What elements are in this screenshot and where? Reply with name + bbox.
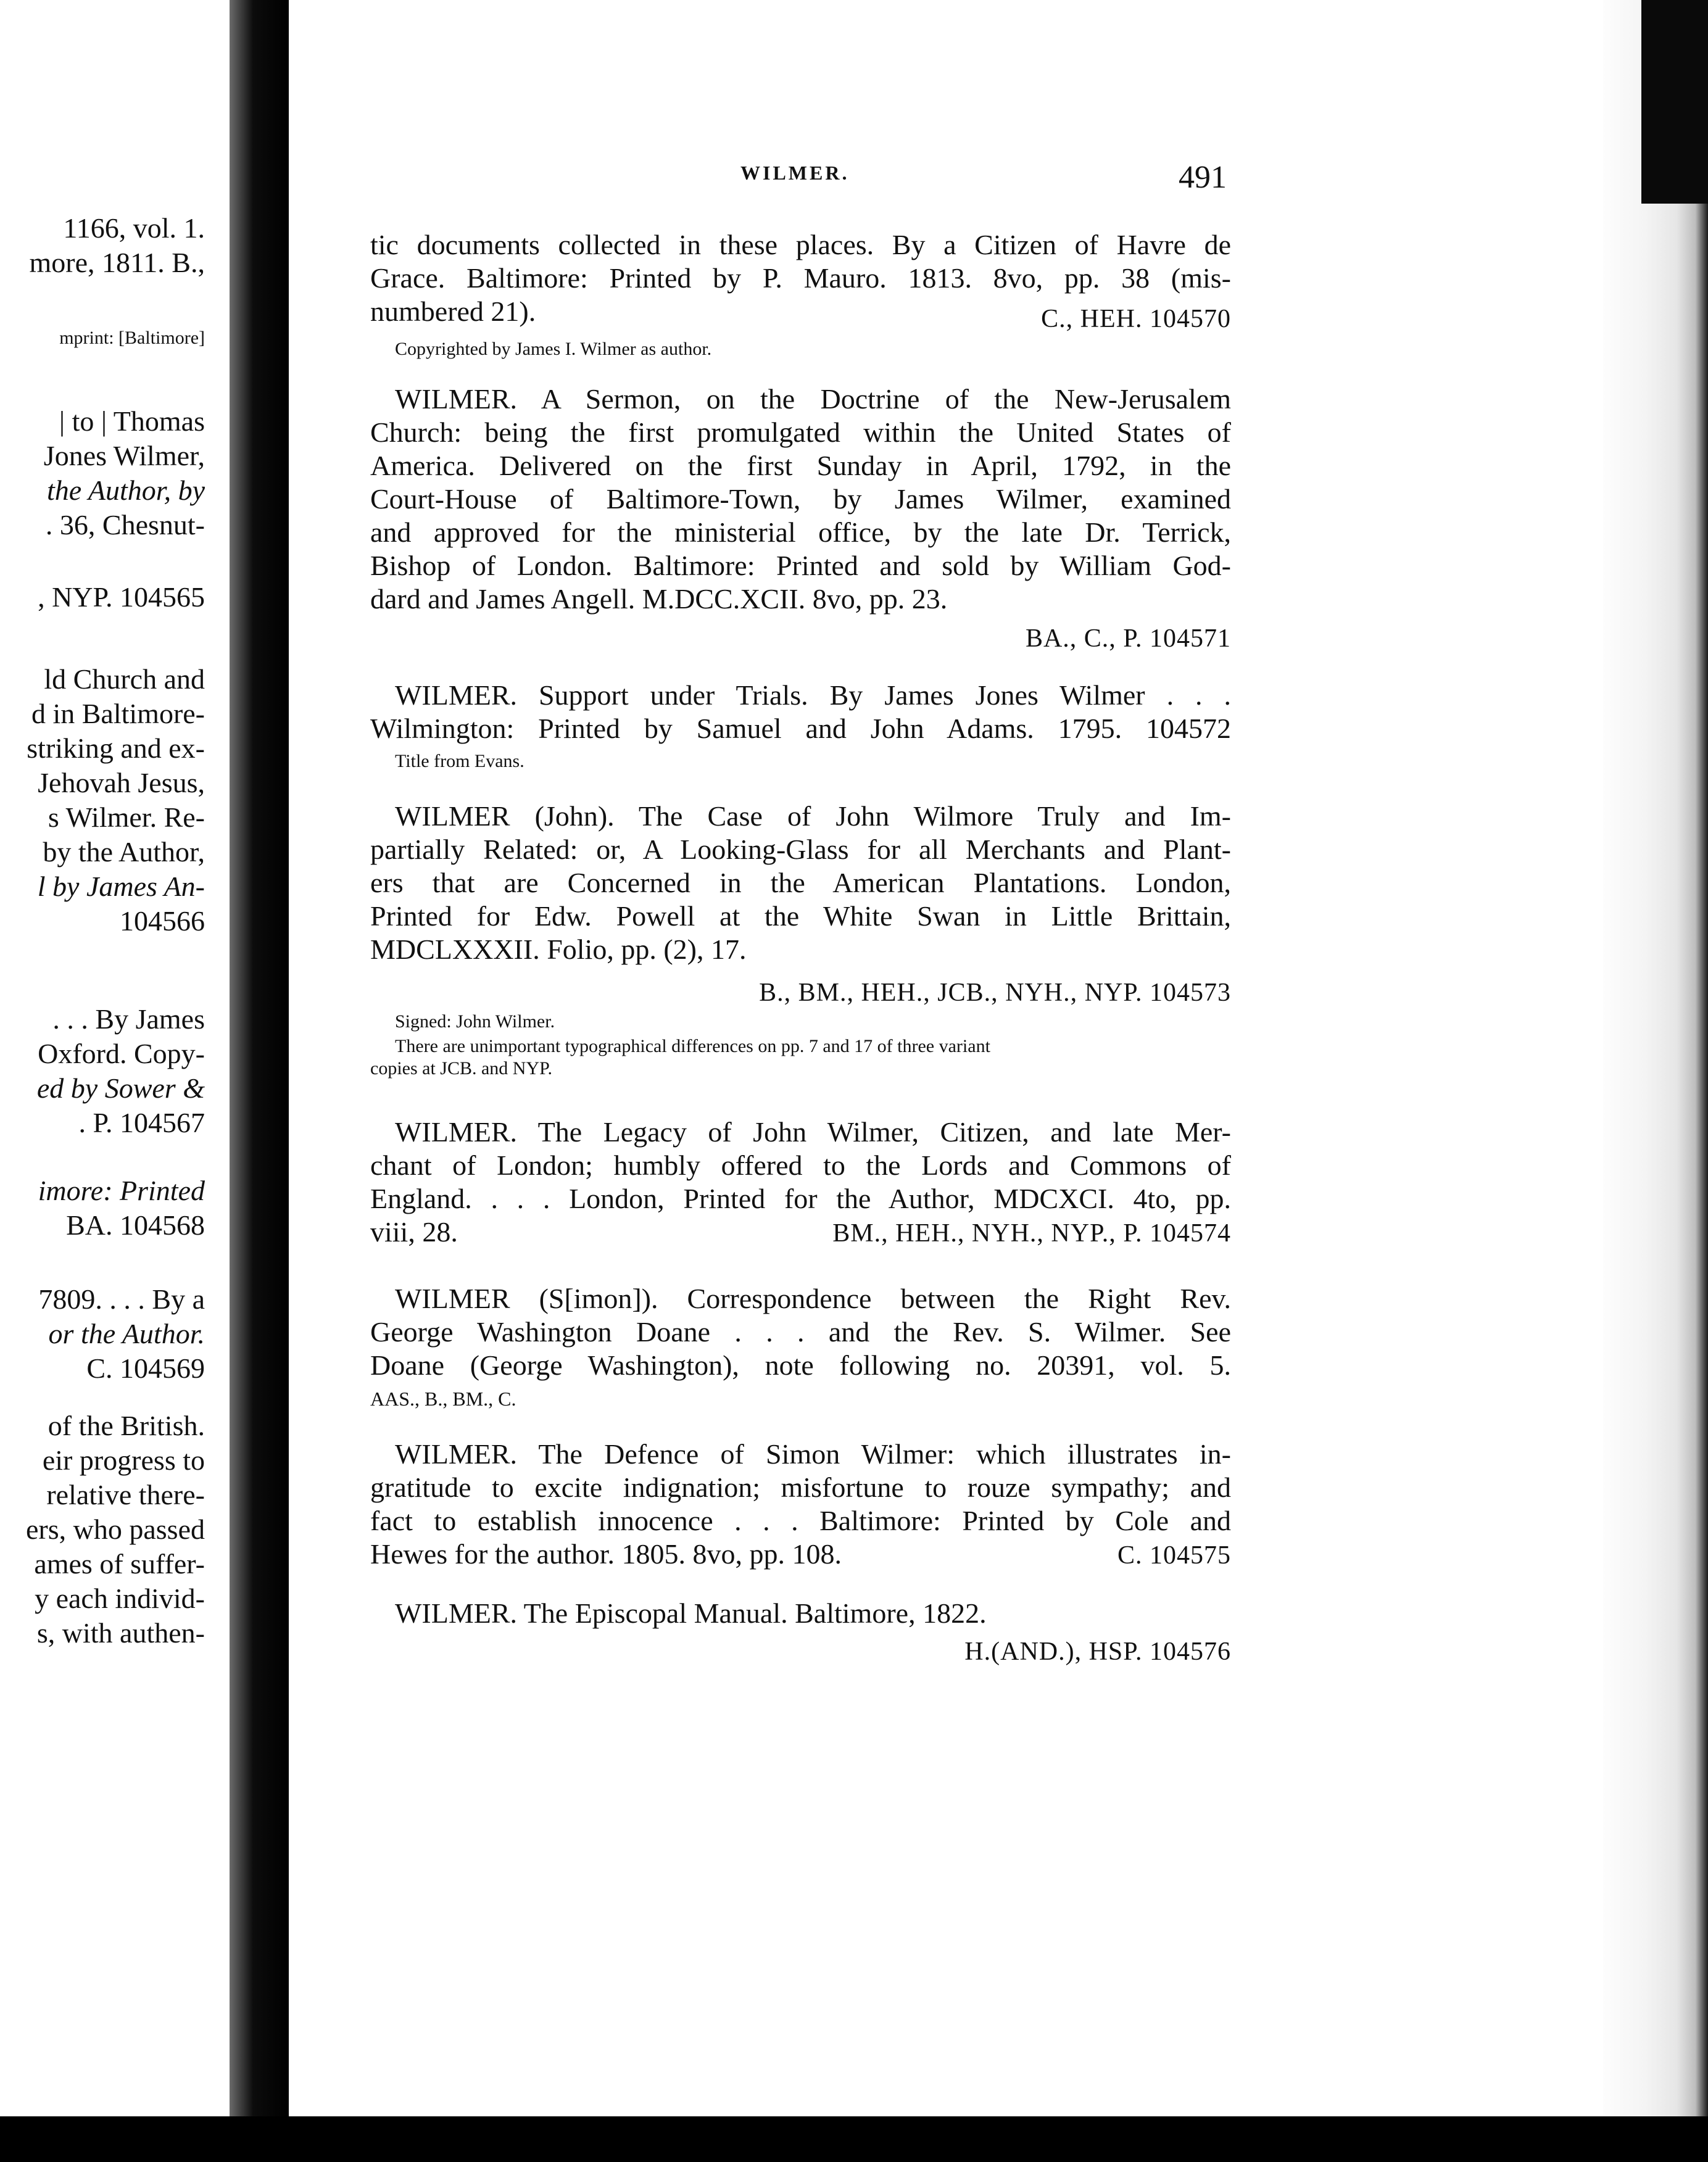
left-page-line: s, with authen- — [36, 1617, 205, 1649]
page-edge-corner — [1641, 0, 1708, 204]
left-page-line: . P. 104567 — [78, 1107, 205, 1138]
entry-line: WILMER. The Episcopal Manual. Baltimore, 1822. — [395, 1597, 987, 1629]
entry-line: dard and James Angell. M.DCC.XCII. 8vo, pp. 23. — [370, 583, 948, 615]
left-page-line: the Author, by — [47, 474, 205, 506]
entry-line: Doane (George Washington), note following no. 20391, vol. 5. — [370, 1349, 1231, 1381]
left-page-line: 7809. . . . By a — [38, 1283, 205, 1315]
entry-line: gratitude to excite indignation; misfortune to rouze sympathy; and — [370, 1472, 1231, 1503]
entry-note: Title from Evans. — [395, 751, 524, 771]
entry-locations: H.(AND.), HSP. 104576 — [964, 1638, 1231, 1666]
entry-note: There are unimportant typographical differences on pp. 7 and 17 of three variant — [395, 1036, 990, 1056]
running-head: WILMER. — [740, 162, 850, 184]
left-page-line: BA. 104568 — [66, 1209, 205, 1241]
entry-line: AAS., B., BM., C. — [370, 1388, 516, 1410]
entry-line: fact to establish innocence . . . Baltimore: Printed by Cole and — [370, 1505, 1231, 1536]
left-page-line: striking and ex- — [27, 732, 205, 764]
entry-line: Grace. Baltimore: Printed by P. Mauro. 1813. 8vo, pp. 38 (mis- — [370, 262, 1231, 294]
scan-bottom-border — [0, 2116, 1708, 2162]
left-page-line: eir progress to — [42, 1444, 205, 1476]
entry-note: Copyrighted by James I. Wilmer as author. — [395, 339, 712, 359]
entry-line: America. Delivered on the first Sunday in April, 1792, in the — [370, 450, 1231, 481]
entry-line: England. . . . London, Printed for the Author, MDCXCI. 4to, pp. — [370, 1183, 1231, 1214]
entry-note: Signed: John Wilmer. — [395, 1011, 555, 1032]
left-page-line: mprint: [Baltimore] — [59, 328, 205, 348]
entry-line: WILMER (S[imon]). Correspondence between the Right Rev. — [395, 1283, 1231, 1314]
entry-line: chant of London; humbly offered to the Lords and Commons of — [370, 1149, 1231, 1181]
entry-line: WILMER. Support under Trials. By James Jones Wilmer . . . — [395, 679, 1231, 711]
entry-line: Hewes for the author. 1805. 8vo, pp. 108. — [370, 1538, 842, 1570]
page-number: 491 — [1179, 160, 1227, 195]
entry-locations: BM., HEH., NYH., NYP., P. 104574 — [832, 1219, 1231, 1248]
entry-line: numbered 21). — [370, 296, 536, 327]
left-page-line: ames of suffer- — [34, 1548, 205, 1580]
entry-note: copies at JCB. and NYP. — [370, 1058, 552, 1079]
left-page-line: Jehovah Jesus, — [38, 767, 205, 798]
left-page-line: y each individ- — [35, 1583, 205, 1614]
left-page-line: or the Author. — [48, 1318, 205, 1349]
left-page-line: ld Church and — [44, 663, 205, 695]
left-page-line: more, 1811. B., — [29, 247, 205, 278]
entry-locations: BA., C., P. 104571 — [1025, 624, 1231, 653]
entry-line: partially Related: or, A Looking-Glass for all Merchants and Plant- — [370, 834, 1231, 865]
entry-line: MDCLXXXII. Folio, pp. (2), 17. — [370, 934, 747, 965]
entry-line: WILMER. The Defence of Simon Wilmer: which illustrates in- — [395, 1438, 1231, 1470]
left-page-line: | to | Thomas — [59, 405, 205, 437]
left-page-line: imore: Printed — [38, 1175, 205, 1206]
left-page-line: relative there- — [46, 1479, 205, 1510]
entry-line: Court-House of Baltimore-Town, by James Wilmer, examined — [370, 483, 1231, 515]
entry-locations: C. 104575 — [1117, 1541, 1231, 1570]
page-edge-shadow — [1603, 0, 1708, 2162]
left-page-line: d in Baltimore- — [31, 698, 205, 729]
left-page-line: by the Author, — [43, 836, 205, 868]
entry-line: and approved for the ministerial office, by the late Dr. Terrick, — [370, 516, 1231, 548]
left-page-line: 104566 — [120, 905, 205, 937]
entry-line: tic documents collected in these places. By a Citizen of Havre de — [370, 229, 1231, 260]
left-facing-page — [0, 0, 230, 2162]
entry-locations: B., BM., HEH., JCB., NYH., NYP. 104573 — [759, 979, 1231, 1007]
left-page-line: ed by Sower & — [36, 1072, 205, 1104]
entry-line: Wilmington: Printed by Samuel and John Adams. 1795. 104572 — [370, 713, 1231, 744]
entry-line: viii, 28. — [370, 1216, 458, 1248]
entry-line: WILMER (John). The Case of John Wilmore Truly and Im- — [395, 800, 1231, 832]
entry-line: Bishop of London. Baltimore: Printed and sold by William God- — [370, 550, 1231, 581]
left-page-line: Jones Wilmer, — [43, 440, 205, 471]
left-page-line: . 36, Chesnut- — [45, 509, 205, 540]
left-page-line: ers, who passed — [26, 1514, 205, 1545]
left-page-line: , NYP. 104565 — [38, 581, 205, 613]
entry-line: WILMER. The Legacy of John Wilmer, Citizen, and late Mer- — [395, 1116, 1231, 1148]
entry-locations: C., HEH. 104570 — [1041, 305, 1231, 333]
left-page-line: s Wilmer. Re- — [48, 801, 205, 833]
left-page-line: C. 104569 — [86, 1352, 205, 1384]
entry-line: Church: being the first promulgated within the United States of — [370, 416, 1231, 448]
left-page-line: l by James An- — [37, 871, 205, 902]
left-page-line: . . . By James — [52, 1003, 205, 1035]
left-page-line: Oxford. Copy- — [38, 1038, 205, 1069]
entry-line: George Washington Doane . . . and the Rev. S. Wilmer. See — [370, 1316, 1231, 1348]
left-page-line: 1166, vol. 1. — [63, 212, 205, 244]
entry-line: Printed for Edw. Powell at the White Swan in Little Brittain, — [370, 900, 1231, 932]
entry-line: ers that are Concerned in the American Plantations. London, — [370, 867, 1231, 898]
book-gutter — [230, 0, 289, 2162]
left-page-line: of the British. — [48, 1410, 205, 1441]
entry-line: WILMER. A Sermon, on the Doctrine of the New-Jerusalem — [395, 383, 1231, 415]
